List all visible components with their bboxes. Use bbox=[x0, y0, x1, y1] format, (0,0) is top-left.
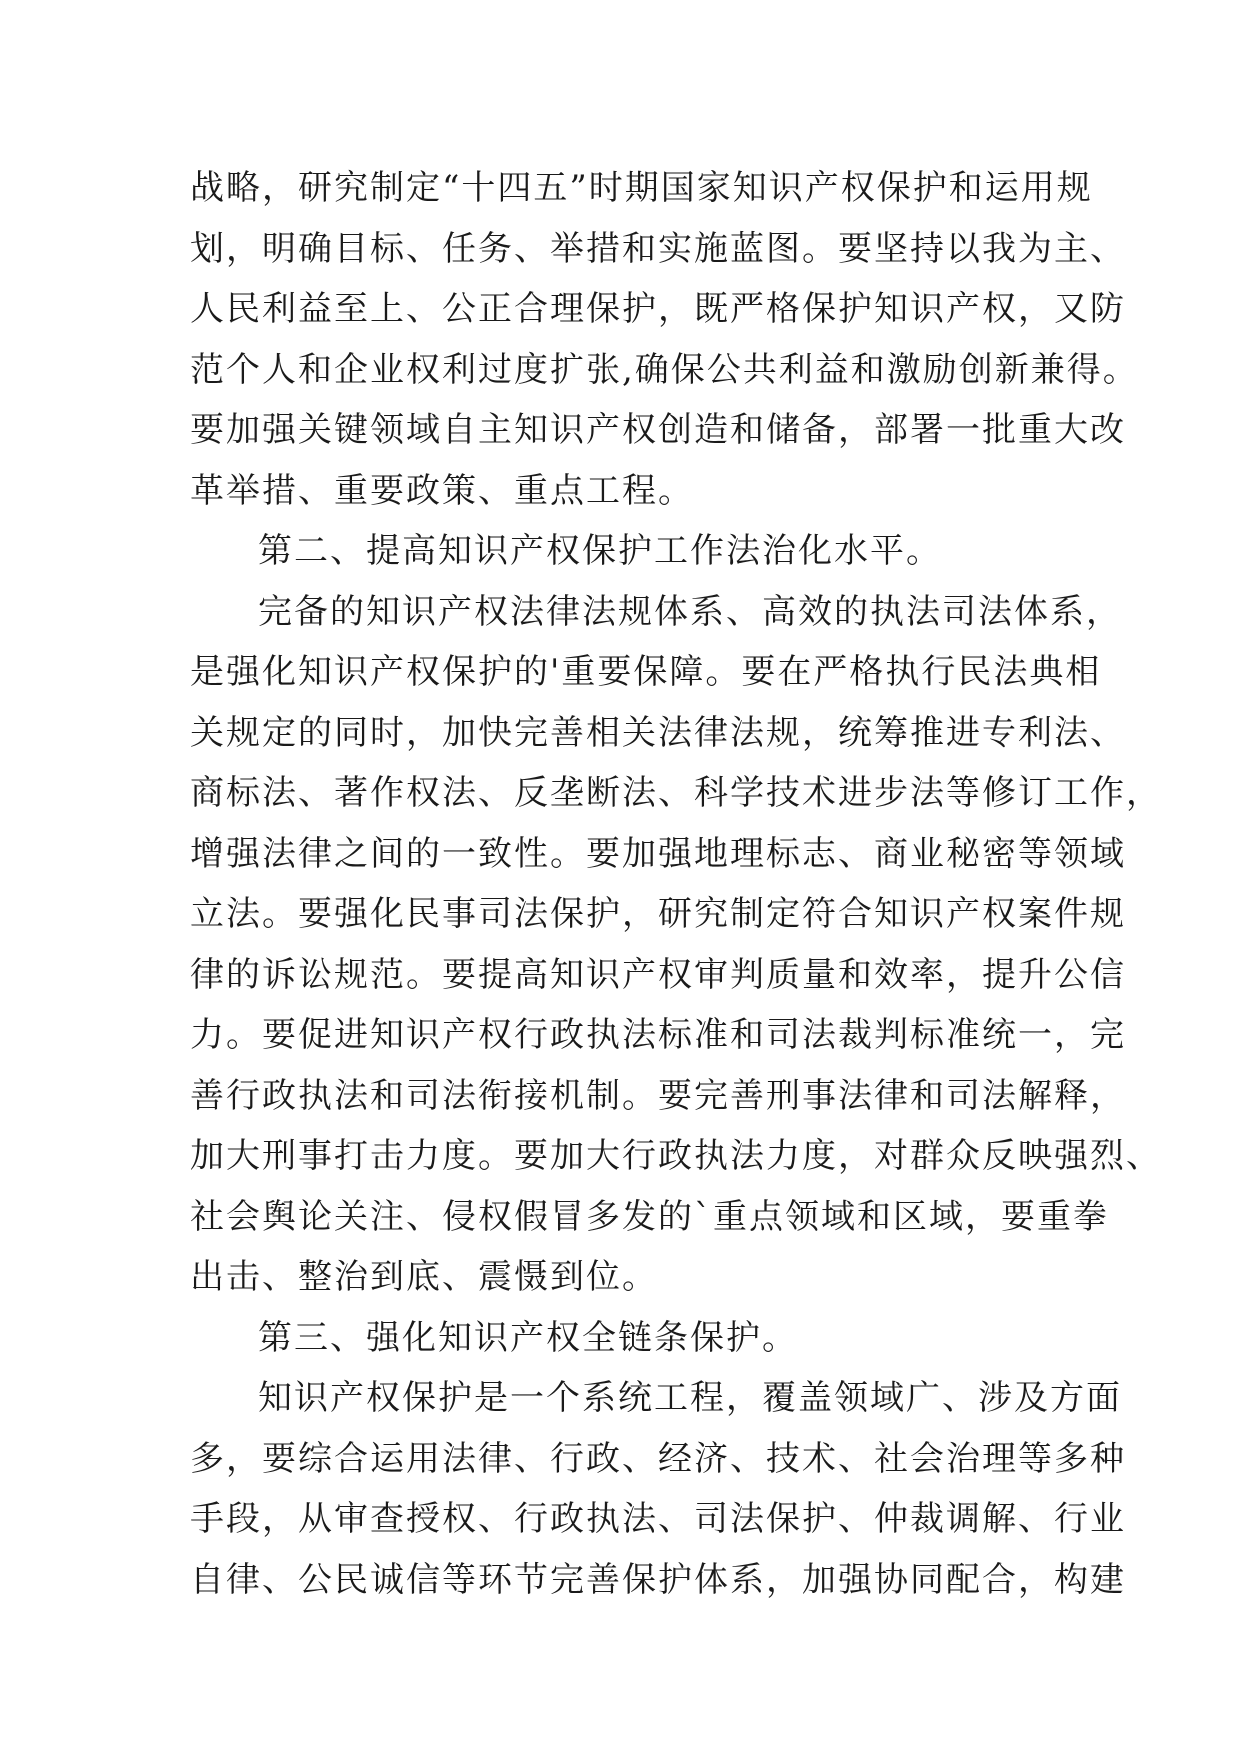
paragraph bbox=[190, 158, 1139, 521]
text-line: 关规定的同时，加快完善相关法律法规，统筹推进专利法、 bbox=[190, 712, 1126, 753]
document-body bbox=[190, 158, 1162, 1610]
text-line: 完备的知识产权法律法规体系、高效的执法司法体系， bbox=[258, 591, 1122, 632]
text-line: 革举措、重要政策、重点工程。 bbox=[190, 470, 694, 511]
text-line: 人民利益至上、公正合理保护，既严格保护知识产权，又防 bbox=[190, 289, 1126, 329]
text-line: 自律、公民诚信等环节完善保护体系，加强协同配合，构建 bbox=[190, 1559, 1126, 1600]
paragraph bbox=[190, 1368, 1126, 1610]
text-line: 是强化知识产权保护的'重要保障。要在严格执行民法典相 bbox=[190, 652, 1102, 692]
text-line: 划，明确目标、任务、举措和实施蓝图。要坚持以我为主、 bbox=[190, 228, 1126, 269]
text-line: 力。要促进知识产权行政执法标准和司法裁判标准统一，完 bbox=[190, 1015, 1126, 1055]
paragraph bbox=[190, 521, 1070, 582]
text-line: 知识产权保护是一个系统工程，覆盖领域广、涉及方面 bbox=[258, 1378, 1122, 1418]
text-line: 立法。要强化民事司法保护，研究制定符合知识产权案件规 bbox=[190, 894, 1126, 934]
text-line: 律的诉讼规范。要提高知识产权审判质量和效率，提升公信 bbox=[190, 954, 1126, 995]
text-line: 第二、提高知识产权保护工作法治化水平。 bbox=[258, 531, 942, 571]
paragraph bbox=[190, 582, 1162, 1308]
text-line: 加大刑事打击力度。要加大行政执法力度，对群众反映强烈、 bbox=[190, 1136, 1162, 1176]
text-line: 增强法律之间的一致性。要加强地理标志、商业秘密等领域 bbox=[190, 833, 1126, 874]
text-line: 善行政执法和司法衔接机制。要完善刑事法律和司法解释， bbox=[190, 1075, 1126, 1116]
text-line: 社会舆论关注、侵权假冒多发的`重点领域和区域，要重拳 bbox=[190, 1196, 1109, 1237]
text-line: 范个人和企业权利过度扩张,确保公共利益和激励创新兼得。 bbox=[190, 349, 1139, 390]
text-line: 第三、强化知识产权全链条保护。 bbox=[258, 1317, 798, 1358]
text-line: 出击、整治到底、震慑到位。 bbox=[190, 1257, 658, 1297]
paragraph bbox=[190, 1308, 1070, 1369]
text-line: 手段，从审查授权、行政执法、司法保护、仲裁调解、行业 bbox=[190, 1499, 1126, 1539]
text-line: 多，要综合运用法律、行政、经济、技术、社会治理等多种 bbox=[190, 1438, 1126, 1479]
text-line: 要加强关键领域自主知识产权创造和储备，部署一批重大改 bbox=[190, 410, 1126, 450]
text-line: 商标法、著作权法、反垄断法、科学技术进步法等修订工作， bbox=[190, 773, 1162, 813]
text-line: 战略，研究制定“十四五”时期国家知识产权保护和运用规 bbox=[190, 168, 1093, 208]
